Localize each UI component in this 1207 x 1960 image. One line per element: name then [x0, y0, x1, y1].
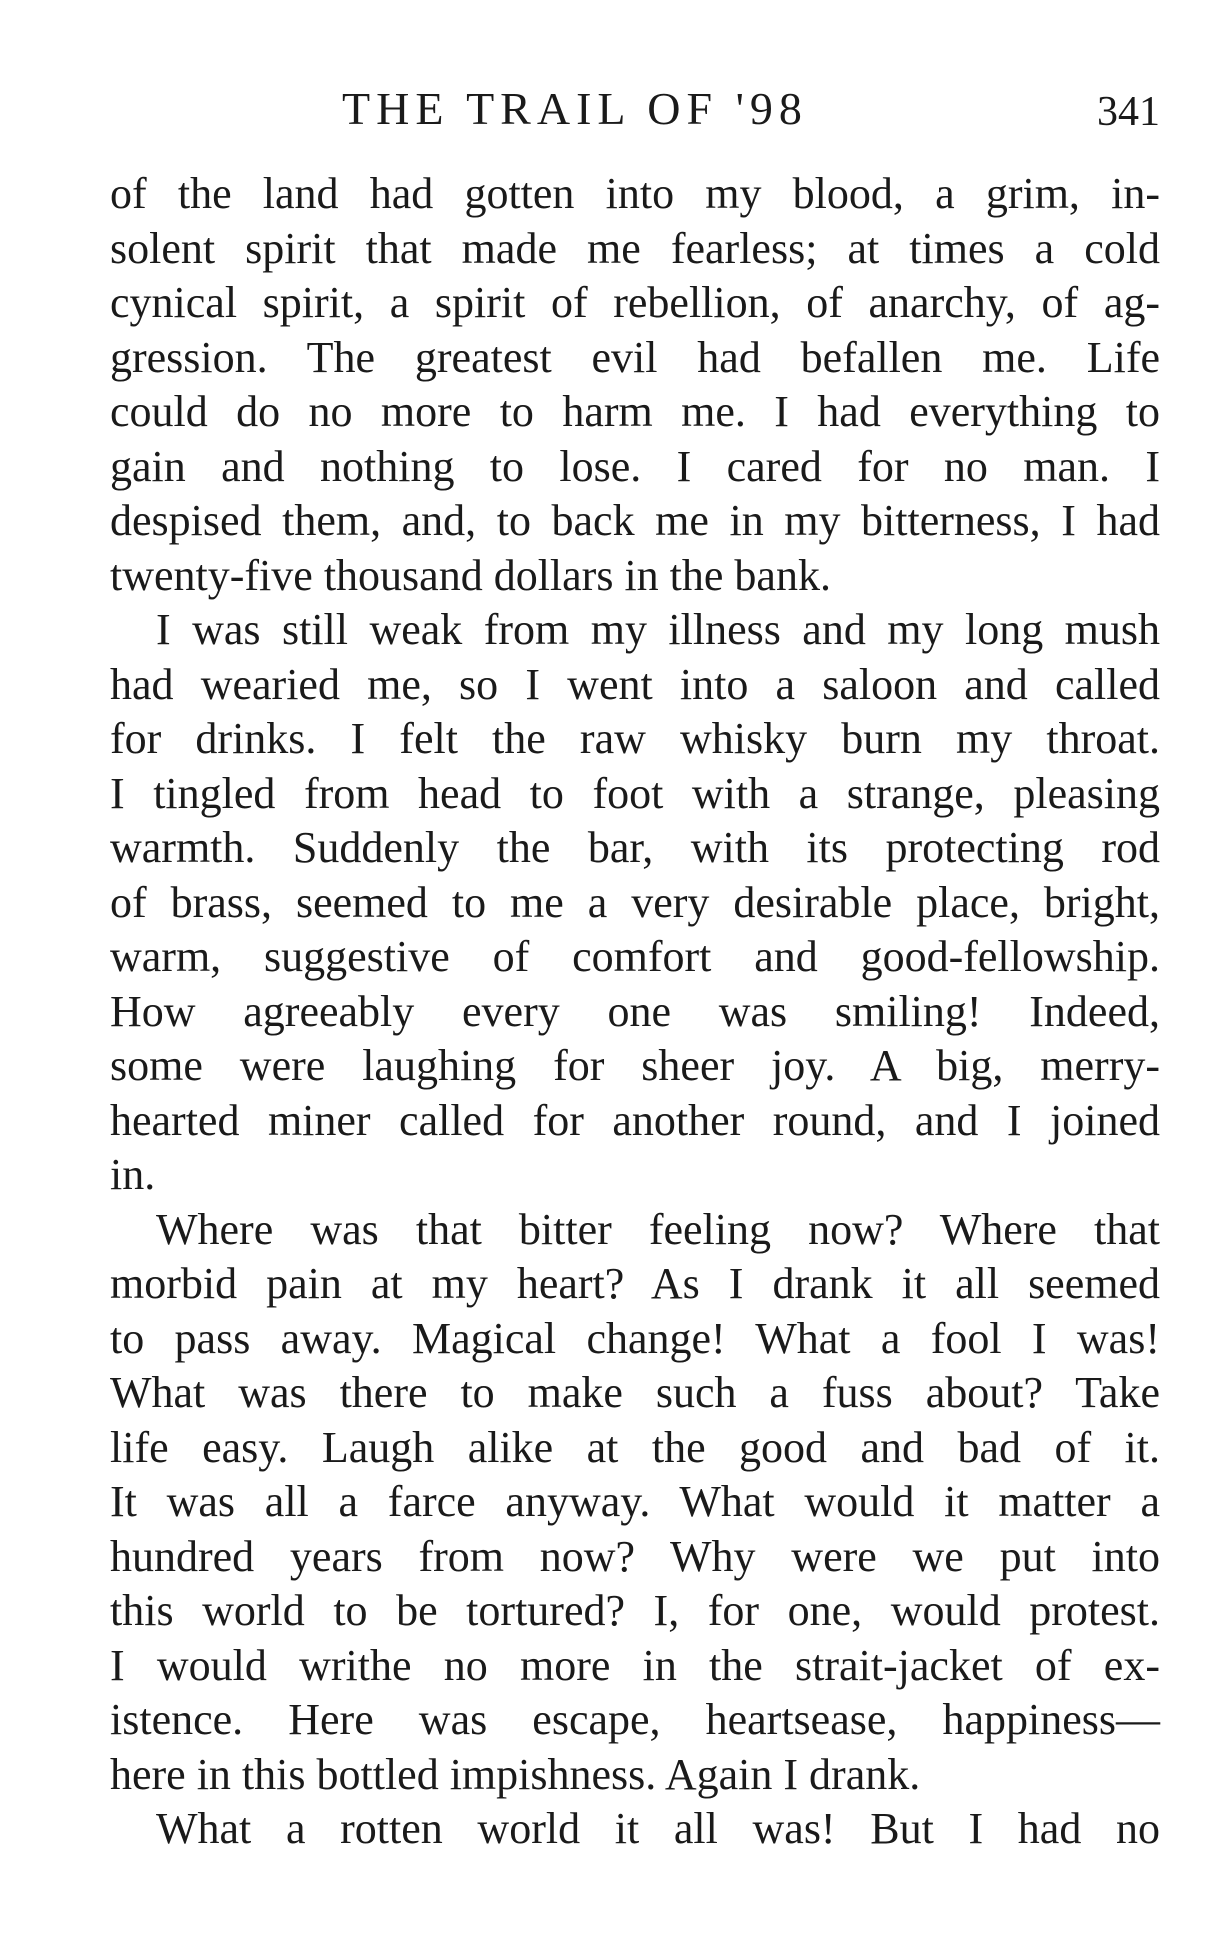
text-line: How agreeably every one was smiling! Indeed, [110, 986, 1160, 1036]
running-title: THE TRAIL OF '98 [342, 83, 808, 134]
text-line: hearted miner called for another round, and I joined [110, 1095, 1160, 1145]
text-line: What a rotten world it all was! But I had no [156, 1804, 1160, 1853]
text-line: Where was that bitter feeling now? Where that [156, 1204, 1160, 1254]
text-line: to pass away. Magical change! What a fool I was! [110, 1313, 1160, 1363]
text-line: of the land had gotten into my blood, a grim, in- [110, 169, 1160, 218]
text-line: in. [110, 1150, 156, 1199]
text-line: for drinks. I felt the raw whisky burn my throat. [110, 714, 1160, 763]
text-line: could do no more to harm me. I had everything to [110, 387, 1160, 436]
page-number: 341 [1097, 89, 1160, 135]
text-line: solent spirit that made me fearless; at times a cold [110, 223, 1160, 273]
text-line: some were laughing for sheer joy. A big, merry- [110, 1041, 1160, 1090]
text-line: istence. Here was escape, heartsease, happiness— [110, 1695, 1160, 1744]
text-line: morbid pain at my heart? As I drank it all seemed [110, 1259, 1160, 1308]
text-line: despised them, and, to back me in my bitterness, I had [110, 496, 1160, 545]
text-line: gression. The greatest evil had befallen me. Life [110, 332, 1160, 382]
text-line: warm, suggestive of comfort and good-fellowship. [110, 932, 1160, 981]
text-line: twenty-five thousand dollars in the bank. [110, 550, 831, 600]
text-line: What was there to make such a fuss about? Take [110, 1368, 1160, 1417]
text-line: It was all a farce anyway. What would it matter a [110, 1477, 1160, 1526]
text-line: this world to be tortured? I, for one, would protest. [110, 1586, 1160, 1635]
body-text [110, 167, 1160, 1857]
text-line: I was still weak from my illness and my long mush [156, 605, 1160, 654]
text-line: cynical spirit, a spirit of rebellion, of anarchy, of ag- [110, 278, 1160, 327]
text-line: I would writhe no more in the strait-jacket of ex- [110, 1640, 1160, 1690]
text-line: I tingled from head to foot with a strange, pleasing [110, 768, 1160, 818]
running-head [110, 82, 1160, 142]
text-line: of brass, seemed to me a very desirable place, bright, [110, 877, 1160, 927]
text-line: gain and nothing to lose. I cared for no man. I [110, 441, 1160, 491]
text-line: warmth. Suddenly the bar, with its protecting rod [110, 823, 1160, 872]
text-line: here in this bottled impishness. Again I drank. [110, 1749, 921, 1799]
text-line: life easy. Laugh alike at the good and bad of it. [110, 1422, 1160, 1472]
text-line: hundred years from now? Why were we put into [110, 1531, 1160, 1581]
text-line: had wearied me, so I went into a saloon and called [110, 659, 1160, 709]
